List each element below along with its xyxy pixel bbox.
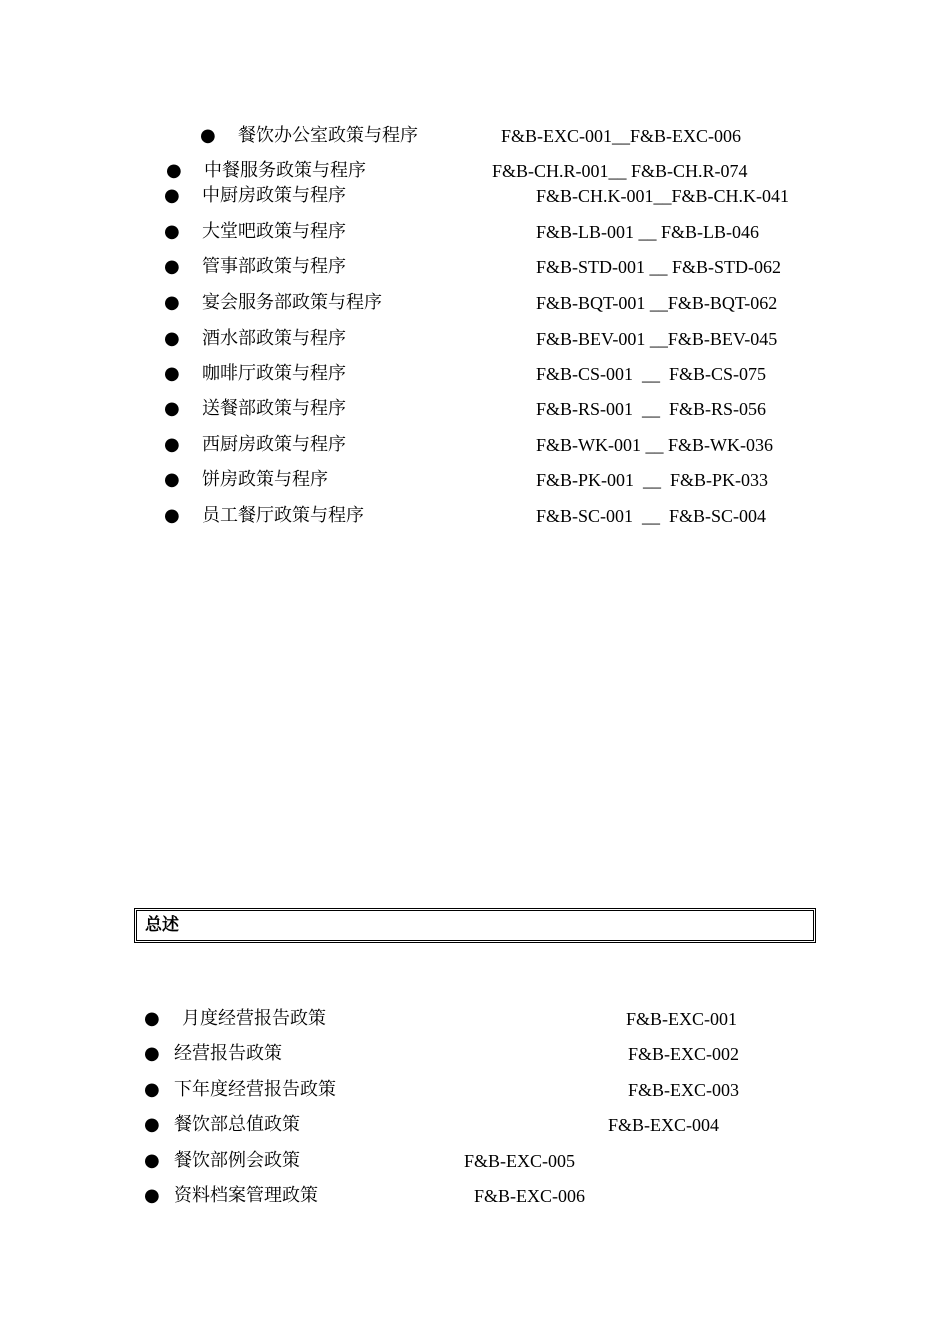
section-item-label: 下年度经营报告政策 (174, 1079, 336, 1100)
bullet-icon: ● (164, 292, 180, 313)
toc-item-code: F&B-STD-001 __ F&B-STD-062 (536, 257, 782, 277)
section-item-label: 资料档案管理政策 (174, 1185, 318, 1206)
toc-item-label: 咖啡厅政策与程序 (202, 363, 346, 384)
section-item-code: F&B-EXC-003 (628, 1080, 740, 1100)
bullet-icon: ● (164, 505, 180, 526)
section-item-label: 餐饮部总值政策 (174, 1114, 300, 1135)
section-item-label: 经营报告政策 (174, 1043, 282, 1064)
toc-item-code: F&B-RS-001 __ F&B-RS-056 (536, 399, 767, 419)
section-title: 总述 (145, 915, 179, 935)
bullet-icon: ● (144, 1150, 160, 1171)
toc-item-label: 中餐服务政策与程序 (204, 160, 366, 181)
toc-item-label: 管事部政策与程序 (202, 256, 346, 277)
bullet-icon: ● (144, 1079, 160, 1100)
section-item-code: F&B-EXC-006 (474, 1186, 586, 1206)
section-item-code: F&B-EXC-002 (628, 1044, 740, 1064)
bullet-icon: ● (200, 125, 216, 146)
bullet-icon: ● (166, 160, 182, 181)
bullet-icon: ● (144, 1185, 160, 1206)
toc-item-label: 员工餐厅政策与程序 (202, 505, 364, 526)
bullet-icon: ● (164, 185, 180, 206)
bullet-icon: ● (144, 1043, 160, 1064)
section-item-label: 月度经营报告政策 (182, 1008, 326, 1029)
toc-item-label: 大堂吧政策与程序 (202, 221, 346, 242)
toc-item-code: F&B-EXC-001__F&B-EXC-006 (501, 126, 742, 146)
toc-item-code: F&B-CH.R-001__ F&B-CH.R-074 (492, 161, 748, 181)
bullet-icon: ● (144, 1008, 160, 1029)
toc-item-label: 中厨房政策与程序 (202, 185, 346, 206)
toc-item-code: F&B-WK-001 __ F&B-WK-036 (536, 435, 773, 455)
toc-item-label: 餐饮办公室政策与程序 (238, 125, 418, 146)
bullet-icon: ● (164, 221, 180, 242)
bullet-icon: ● (164, 256, 180, 277)
toc-item-label: 酒水部政策与程序 (202, 328, 346, 349)
toc-item-code: F&B-SC-001 __ F&B-SC-004 (536, 506, 767, 526)
section-item-label: 餐饮部例会政策 (174, 1150, 300, 1171)
bullet-icon: ● (144, 1114, 160, 1135)
section-item-code: F&B-EXC-001 (626, 1009, 738, 1029)
bullet-icon: ● (164, 398, 180, 419)
bullet-icon: ● (164, 363, 180, 384)
section-item-code: F&B-EXC-004 (608, 1115, 720, 1135)
toc-item-code: F&B-BQT-001 __F&B-BQT-062 (536, 293, 778, 313)
section-header (134, 908, 816, 943)
toc-item-label: 宴会服务部政策与程序 (202, 292, 382, 313)
toc-item-label: 饼房政策与程序 (202, 469, 328, 490)
toc-item-label: 西厨房政策与程序 (202, 434, 346, 455)
bullet-icon: ● (164, 434, 180, 455)
toc-item-code: F&B-PK-001 __ F&B-PK-033 (536, 470, 769, 490)
toc-item-code: F&B-BEV-001 __F&B-BEV-045 (536, 329, 778, 349)
toc-item-code: F&B-CS-001 __ F&B-CS-075 (536, 364, 767, 384)
toc-item-label: 送餐部政策与程序 (202, 398, 346, 419)
bullet-icon: ● (164, 469, 180, 490)
section-item-code: F&B-EXC-005 (464, 1151, 576, 1171)
toc-item-code: F&B-LB-001 __ F&B-LB-046 (536, 222, 760, 242)
bullet-icon: ● (164, 328, 180, 349)
toc-item-code: F&B-CH.K-001__F&B-CH.K-041 (536, 186, 790, 206)
